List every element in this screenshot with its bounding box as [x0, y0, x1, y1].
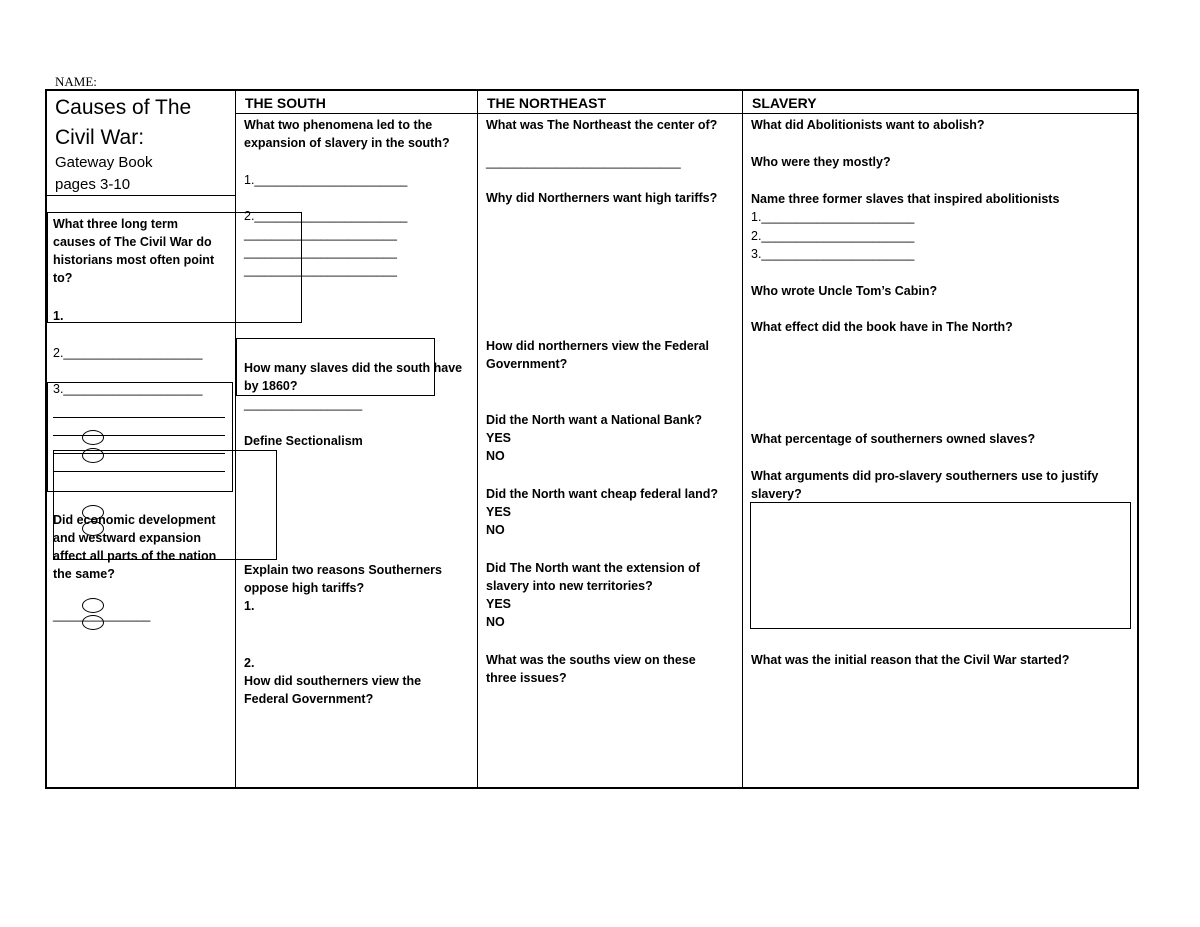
left-q1-line2: causes of The Civil War do: [53, 235, 212, 249]
ne-q3-line1: How did northerners view the Federal: [486, 339, 709, 353]
left-q1-line1: What three long term: [53, 217, 179, 231]
ne-a1: ____________________________: [486, 155, 681, 169]
oval-mark: [82, 430, 104, 445]
column-divider: [477, 91, 478, 789]
sl-a1: 1.______________________: [751, 210, 915, 224]
oval-mark: [82, 615, 104, 630]
ne-q3-line2: Government?: [486, 357, 568, 371]
left-q1-line4: to?: [53, 271, 73, 285]
ne-q5: Did the North want cheap federal land?: [486, 487, 718, 501]
ne-q6-line2: slavery into new territories?: [486, 579, 653, 593]
ne-q6-line1: Did The North want the extension of: [486, 561, 700, 575]
ne-q5-no: NO: [486, 523, 505, 537]
ne-q6-no: NO: [486, 615, 505, 629]
oval-mark: [82, 521, 104, 536]
left-q1-line3: historians most often point: [53, 253, 215, 267]
ne-q7-line2: three issues?: [486, 671, 567, 685]
title-line-3: Gateway Book: [55, 154, 153, 171]
left-q2-line4: the same?: [53, 567, 115, 581]
sl-q4: Who wrote Uncle Tom’s Cabin?: [751, 284, 938, 298]
south-q5-line2: Federal Government?: [244, 692, 374, 706]
south-a2-line4: ______________________: [244, 263, 397, 277]
south-q3: Define Sectionalism: [244, 434, 363, 448]
ne-q1: What was The Northeast the center of?: [486, 118, 718, 132]
ne-q4-yes: YES: [486, 431, 512, 445]
sl-q5: What effect did the book have in The North?: [751, 320, 1013, 334]
answer-box[interactable]: [750, 502, 1131, 629]
column-divider: [235, 91, 236, 789]
oval-mark: [82, 448, 104, 463]
south-q2-line2: by 1860?: [244, 379, 298, 393]
south-a2-line2: ______________________: [244, 227, 397, 241]
south-r1: 1.: [244, 599, 255, 613]
sl-q2: Who were they mostly?: [751, 155, 891, 169]
south-a1: 1.______________________: [244, 173, 408, 187]
name-label: NAME:: [55, 74, 97, 89]
left-answer-2: 2.____________________: [53, 346, 203, 360]
column-divider: [742, 91, 743, 789]
south-a2-line3: ______________________: [244, 245, 397, 259]
oval-mark: [82, 505, 104, 520]
ne-q7-line1: What was the souths view on these: [486, 653, 696, 667]
sl-q3: Name three former slaves that inspired abolitionists: [751, 192, 1060, 206]
south-q5-line1: How did southerners view the: [244, 674, 422, 688]
sl-q1: What did Abolitionists want to abolish?: [751, 118, 985, 132]
left-q2-line2: and westward expansion: [53, 531, 201, 545]
heading-northeast: THE NORTHEAST: [487, 95, 606, 111]
title-line-2: Civil War:: [55, 126, 145, 149]
ne-q4-no: NO: [486, 449, 505, 463]
header-divider: [235, 113, 1139, 114]
heading-slavery: SLAVERY: [752, 95, 817, 111]
left-q2-line3: affect all parts of the nation: [53, 549, 217, 563]
south-r2: 2.: [244, 656, 255, 670]
south-q1-line1: What two phenomena led to the: [244, 118, 433, 132]
left-answer-1: 1.: [53, 309, 64, 323]
oval-mark: [82, 598, 104, 613]
south-q1-line2: expansion of slavery in the south?: [244, 136, 450, 150]
sl-q6: What percentage of southerners owned slaves?: [751, 432, 1036, 446]
south-a3: _________________: [244, 397, 363, 411]
ne-q4: Did the North want a National Bank?: [486, 413, 702, 427]
sl-q7-line2: slavery?: [751, 487, 802, 501]
south-q4-line1: Explain two reasons Southerners: [244, 563, 442, 577]
south-a2-line1: 2.______________________: [244, 209, 408, 223]
sl-q8: What was the initial reason that the Civil War started?: [751, 653, 1070, 667]
ne-q5-yes: YES: [486, 505, 512, 519]
heading-south: THE SOUTH: [245, 95, 326, 111]
title-line-4: pages 3-10: [55, 176, 131, 193]
sl-a2: 2.______________________: [751, 229, 915, 243]
sl-q7-line1: What arguments did pro-slavery southerners use to justify: [751, 469, 1099, 483]
ne-q2: Why did Northerners want high tariffs?: [486, 191, 718, 205]
left-q2-line1: Did economic development: [53, 513, 216, 527]
left-answer-3: 3.____________________: [53, 382, 203, 396]
ne-q6-yes: YES: [486, 597, 512, 611]
left-q2-blank: ______________: [53, 608, 151, 622]
south-q4-line2: oppose high tariffs?: [244, 581, 365, 595]
sl-a3: 3.______________________: [751, 247, 915, 261]
south-q2-line1: How many slaves did the south have: [244, 361, 463, 375]
title-line-1: Causes of The: [55, 96, 192, 119]
